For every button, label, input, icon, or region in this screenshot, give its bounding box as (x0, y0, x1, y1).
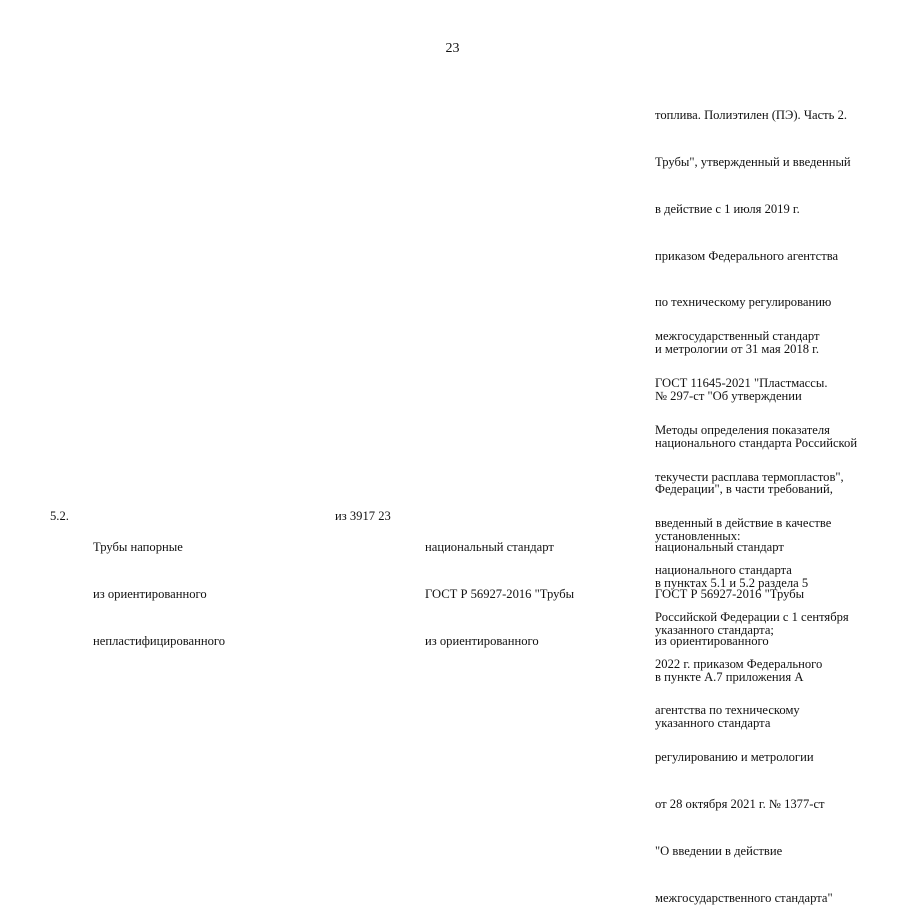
text-line: Федерации", в части требований, (655, 482, 833, 497)
text-line: Трубы напорные (93, 540, 183, 555)
national-standard-text-2 (655, 509, 804, 665)
text-line: и метрологии от 31 мая 2018 г. (655, 342, 820, 357)
text-line: установленных: (655, 529, 741, 544)
national-standard-text (425, 509, 574, 665)
text-line: введенный в действие в качестве (655, 516, 832, 531)
text-line: в пунктах 5.1 и 5.2 раздела 5 (655, 576, 809, 590)
row-number: 5.2. (50, 509, 69, 523)
text-line: ГОСТ Р 56927-2016 "Трубы (655, 586, 805, 601)
text-line: агентства по техническому (655, 703, 800, 718)
text-line: национальный стандарт (425, 540, 554, 555)
text-line: в действие с 1 июля 2019 г. (655, 201, 800, 216)
text-line: национального стандарта Российской (655, 435, 858, 450)
text-line: Российской Федерации с 1 сентября (655, 609, 849, 624)
page-number: 23 (445, 41, 460, 56)
product-name (93, 509, 225, 665)
text-line: ГОСТ 11645-2021 "Пластмассы. (655, 375, 828, 390)
text-line: № 297-ст "Об утверждении (655, 388, 802, 403)
text-line: указанного стандарта; (655, 622, 774, 637)
text-line: в пункте А.7 приложения А (655, 669, 804, 684)
text-line: национальный стандарт (655, 540, 784, 555)
text-line: топлива. Полиэтилен (ПЭ). Часть 2. (655, 108, 848, 123)
text-line: из ориентированного (425, 633, 539, 648)
text-line: текучести расплава термопластов", (655, 469, 844, 484)
text-line: межгосударственного стандарта" (655, 890, 833, 905)
text-line: "О введении в действие (655, 843, 783, 858)
text-line: регулированию и метрологии (655, 750, 814, 765)
text-line: Трубы", утвержденный и введенный (655, 154, 851, 169)
text-line: из ориентированного (93, 586, 207, 601)
text-line: ГОСТ Р 56927-2016 "Трубы (425, 586, 575, 601)
product-code: из 3917 23 (335, 509, 391, 523)
text-line: Методы определения показателя (655, 422, 830, 437)
text-line: 2022 г. приказом Федерального (655, 656, 823, 671)
text-line: национального стандарта (655, 563, 792, 578)
text-line: из ориентированного (655, 633, 769, 648)
text-line: непластифицированного (93, 633, 226, 648)
text-line: межгосударственный стандарт (655, 329, 820, 344)
text-line: приказом Федерального агентства (655, 248, 839, 263)
text-line: указанного стандарта (655, 716, 771, 731)
text-line: по техническому регулированию (655, 295, 832, 310)
text-line: от 28 октября 2021 г. № 1377-ст (655, 797, 825, 811)
